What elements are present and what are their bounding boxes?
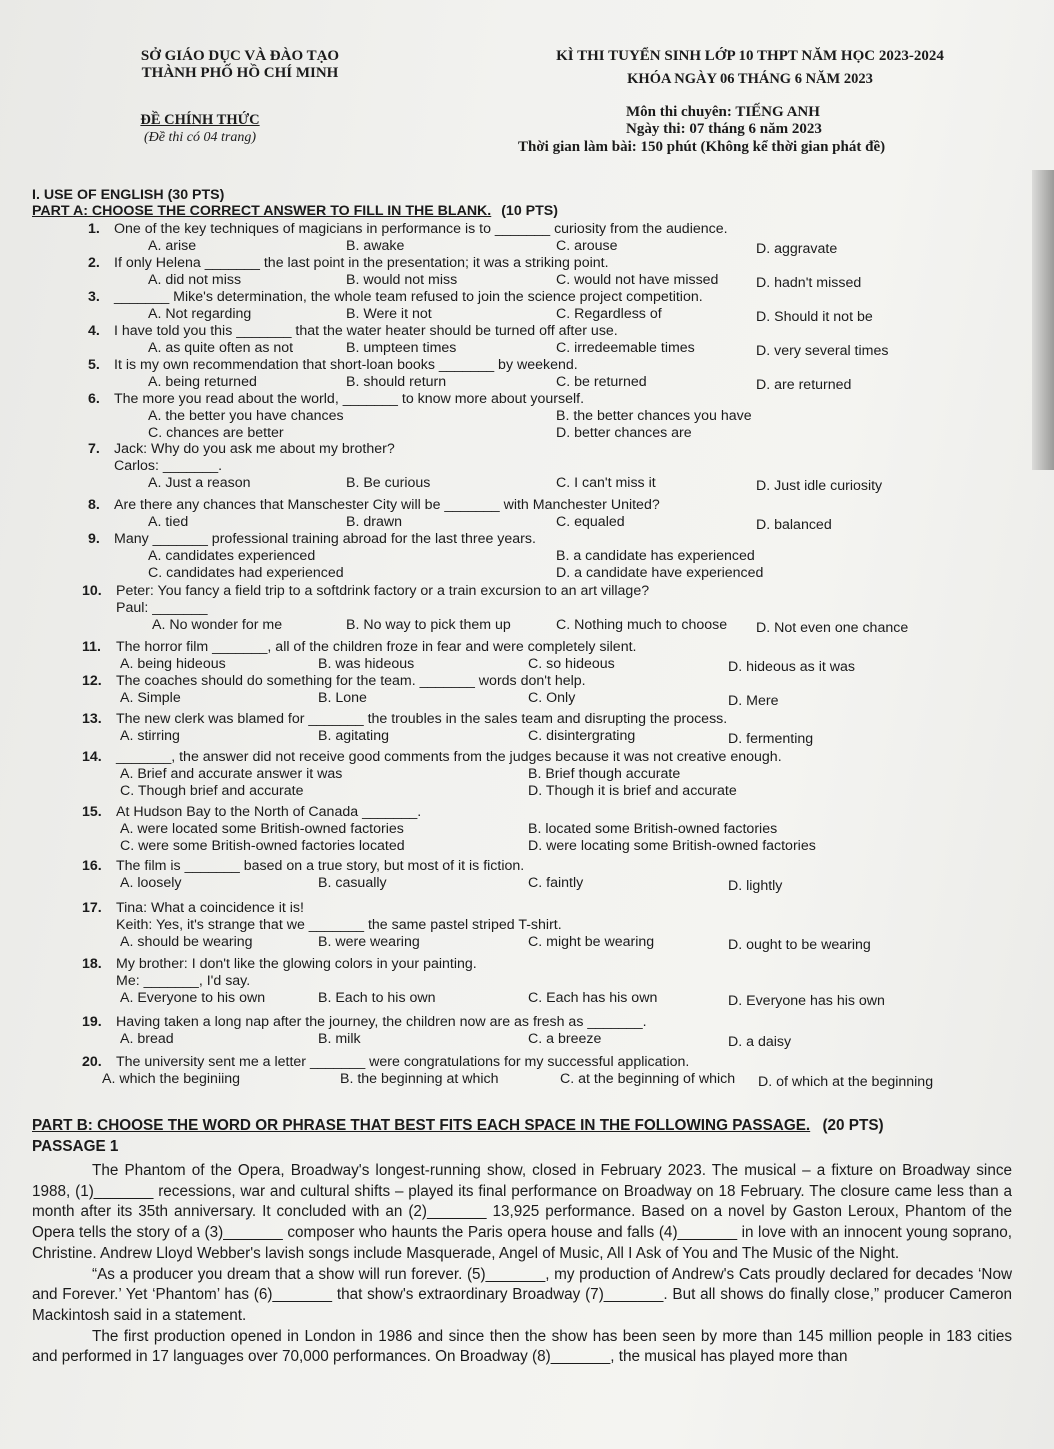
answer-option[interactable]: B. milk	[318, 1031, 361, 1047]
question-stem	[88, 441, 1028, 458]
answer-option[interactable]: C. irredeemable times	[556, 340, 695, 356]
answer-option[interactable]: B. was hideous	[318, 656, 415, 672]
question-stem	[88, 531, 1028, 548]
answer-option[interactable]: C. Nothing much to choose	[556, 617, 728, 633]
answer-option[interactable]: B. Each to his own	[318, 990, 436, 1006]
question-number: 6.	[88, 391, 100, 407]
question-stem	[82, 639, 1022, 656]
answer-option[interactable]: D. very several times	[756, 343, 889, 359]
section-heading: I. USE OF ENGLISH (30 PTS)	[32, 187, 225, 203]
subject-line: Môn thi chuyên: TIẾNG ANH	[626, 104, 820, 120]
exam-name: KÌ THI TUYỂN SINH LỚP 10 THPT NĂM HỌC 2023-2024	[556, 48, 944, 64]
answer-option[interactable]: A. should be wearing	[120, 934, 253, 950]
question-stem	[88, 357, 1028, 374]
answer-option[interactable]: A. as quite often as not	[148, 340, 294, 356]
answer-option[interactable]: D. hadn't missed	[756, 275, 862, 291]
question-text: Peter: You fancy a field trip to a softdrink factory or a train excursion to an art village?	[116, 583, 650, 599]
answer-option[interactable]: A. Just a reason	[148, 475, 251, 491]
question-text: It is my own recommendation that short-loan books _______ by weekend.	[114, 357, 578, 373]
answer-option[interactable]: C. so hideous	[528, 656, 615, 672]
answer-option[interactable]: B. drawn	[346, 514, 402, 530]
answer-option[interactable]: B. umpteen times	[346, 340, 457, 356]
header-left	[90, 48, 390, 82]
answer-option[interactable]: B. agitating	[318, 728, 389, 744]
question-number: 1.	[88, 221, 100, 237]
answer-option[interactable]: D. hideous as it was	[728, 659, 855, 675]
answer-option[interactable]: D. aggravate	[756, 241, 838, 257]
page-edge	[1032, 170, 1054, 470]
question-text: Jack: Why do you ask me about my brother?	[114, 441, 395, 457]
answer-option[interactable]: D. a candidate have experienced	[556, 565, 764, 581]
answer-option[interactable]: B. Lone	[318, 690, 367, 706]
city-name: THÀNH PHỐ HỒ CHÍ MINH	[141, 65, 339, 81]
answer-option[interactable]: D. are returned	[756, 377, 852, 393]
answer-option[interactable]: A. candidates experienced	[148, 548, 316, 564]
question-number: 4.	[88, 323, 100, 339]
question-stem	[82, 711, 1022, 728]
answer-option[interactable]: C. at the beginning of which	[560, 1071, 736, 1087]
answer-option[interactable]: C. might be wearing	[528, 934, 655, 950]
question-text: At Hudson Bay to the North of Canada _______.	[116, 804, 422, 820]
question-number: 15.	[82, 804, 102, 820]
answer-option[interactable]: D. Should it not be	[756, 309, 873, 325]
question-stem	[82, 804, 1022, 821]
answer-option[interactable]: B. should return	[346, 374, 447, 390]
answer-option[interactable]: A. the better you have chances	[148, 408, 344, 424]
answer-option[interactable]: D. balanced	[756, 517, 832, 533]
question-text: The university sent me a letter _______ were congratulations for my successful application.	[116, 1054, 690, 1070]
answer-option[interactable]: B. Were it not	[346, 306, 432, 322]
answer-option[interactable]: D. Mere	[728, 693, 779, 709]
question-text: If only Helena _______ the last point in the presentation; it was a striking point.	[114, 255, 609, 271]
answer-option[interactable]: A. Not regarding	[148, 306, 252, 322]
answer-option[interactable]: D. fermenting	[728, 731, 814, 747]
answer-option[interactable]: B. the beginning at which	[340, 1071, 499, 1087]
answer-option[interactable]: A. Simple	[120, 690, 181, 706]
question-stem	[82, 1014, 1022, 1031]
part-b-title: PART B: CHOOSE THE WORD OR PHRASE THAT BEST FITS EACH SPACE IN THE FOLLOWING PASSAGE.	[32, 1117, 811, 1134]
question-stem	[82, 858, 1022, 875]
question-text: Are there any chances that Manschester City will be _______ with Manchester United?	[114, 497, 660, 513]
answer-option[interactable]: C. would not have missed	[556, 272, 719, 288]
passage-paragraph: The first production opened in London in 1986 and since then the show has been seen by more than 145 million people in 183 cities and performed in 17 languages over 70,000 performances. On Broadway (8)_______, the musical has played more than	[32, 1327, 1012, 1366]
question-number: 5.	[88, 357, 100, 373]
question-number: 3.	[88, 289, 100, 305]
part-b-points: (20 PTS)	[822, 1117, 884, 1134]
header-right	[430, 48, 990, 94]
official-title: ĐỀ CHÍNH THỨC	[140, 112, 260, 128]
answer-option[interactable]: C. Only	[528, 690, 576, 706]
question-text: The more you read about the world, _______ to know more about yourself.	[114, 391, 585, 407]
question-number: 17.	[82, 900, 102, 916]
answer-option[interactable]: C. I can't miss it	[556, 475, 656, 491]
part-a-heading	[32, 203, 558, 219]
question-text: Tina: What a coincidence it is!	[116, 900, 304, 916]
question-number: 7.	[88, 441, 100, 457]
answer-option[interactable]: C. Though brief and accurate	[120, 783, 304, 799]
answer-option[interactable]: A. did not miss	[148, 272, 242, 288]
answer-option[interactable]: C. were some British-owned factories located	[120, 838, 405, 854]
answer-option[interactable]: C. a breeze	[528, 1031, 602, 1047]
question-text: The new clerk was blamed for _______ the troubles in the sales team and disrupting the process.	[116, 711, 728, 727]
answer-option[interactable]: B. would not miss	[346, 272, 458, 288]
question-text: Having taken a long nap after the journey, the children now are as fresh as _______.	[116, 1014, 647, 1030]
answer-option[interactable]: D. Not even one chance	[756, 620, 909, 636]
question-stem	[82, 900, 1022, 917]
question-text-line2: Keith: Yes, it's strange that we _______ the same pastel striped T-shirt.	[116, 917, 562, 933]
question-text: Many _______ professional training abroad for the last three years.	[114, 531, 536, 547]
page-count-note: (Đề thi có 04 trang)	[144, 130, 256, 145]
question-number: 16.	[82, 858, 102, 874]
answer-option[interactable]: D. a daisy	[728, 1034, 792, 1050]
question-number: 9.	[88, 531, 100, 547]
answer-option[interactable]: B. located some British-owned factories	[528, 821, 778, 837]
answer-option[interactable]: B. Brief though accurate	[528, 766, 681, 782]
part-b-heading	[32, 1117, 884, 1135]
answer-option[interactable]: D. Everyone has his own	[728, 993, 885, 1009]
part-a-points: (10 PTS)	[501, 203, 558, 219]
answer-option[interactable]: D. Though it is brief and accurate	[528, 783, 737, 799]
answer-option[interactable]: B. the better chances you have	[556, 408, 752, 424]
question-stem	[88, 323, 1028, 340]
question-stem	[82, 673, 1022, 690]
question-text: My brother: I don't like the glowing colors in your painting.	[116, 956, 477, 972]
question-text-line2: Carlos: _______.	[114, 458, 223, 474]
answer-option[interactable]: A. being hideous	[120, 656, 226, 672]
question-stem	[88, 255, 1028, 272]
answer-option[interactable]: D. better chances are	[556, 425, 692, 441]
question-number: 12.	[82, 673, 102, 689]
answer-option[interactable]: B. Be curious	[346, 475, 431, 491]
question-number: 18.	[82, 956, 102, 972]
answer-option[interactable]: D. were locating some British-owned factories	[528, 838, 816, 854]
answer-option[interactable]: D. of which at the beginning	[758, 1074, 934, 1090]
question-stem	[82, 956, 1022, 973]
time-line: Thời gian làm bài: 150 phút (Không kể thời gian phát đề)	[518, 139, 886, 155]
question-stem	[88, 391, 1028, 408]
official-box	[110, 112, 290, 146]
passage-paragraph: The Phantom of the Opera, Broadway's longest-running show, closed in February 2023. The musical – a fixture on Broadway since 1988, (1)_______ recessions, war and cultural shifts – played its final performance on Broadway on 18 February. The closure came less than a month after its 35th anniversary. It concluded with an (2)_______ 13,925 performance. Based on a novel by Gaston Leroux, Phantom of the Opera tells the story of a (3)_______ composer who haunts the Paris opera house and falls (4)_______ in love with an innocent young soprano, Christine. Andrew Lloyd Webber's lavish songs include Masquerade, Angel of Music, All I Ask of You and The Music of the Night.	[32, 1162, 1012, 1262]
answer-option[interactable]: A. were located some British-owned factories	[120, 821, 404, 837]
exam-session: KHÓA NGÀY 06 THÁNG 6 NĂM 2023	[627, 71, 873, 87]
question-text: I have told you this _______ that the water heater should be turned off after use.	[114, 323, 618, 339]
answer-option[interactable]: B. a candidate has experienced	[556, 548, 755, 564]
question-text: _______, the answer did not receive good comments from the judges because it was not creative enough.	[116, 749, 782, 765]
question-text-line2: Paul: _______	[116, 600, 208, 616]
answer-option[interactable]: D. Just idle curiosity	[756, 478, 883, 494]
part-a-title: PART A: CHOOSE THE CORRECT ANSWER TO FILL IN THE BLANK.	[32, 203, 492, 219]
question-text: The horror film _______, all of the children froze in fear and were completely silent.	[116, 639, 637, 655]
answer-option[interactable]: C. faintly	[528, 875, 584, 891]
answer-option[interactable]: A. Everyone to his own	[120, 990, 266, 1006]
date-line: Ngày thi: 07 tháng 6 năm 2023	[626, 121, 822, 137]
answer-option[interactable]: C. candidates had experienced	[148, 565, 344, 581]
answer-option[interactable]: A. being returned	[148, 374, 257, 390]
question-text: One of the key techniques of magicians in performance is to _______ curiosity from the audience.	[114, 221, 728, 237]
passage-label: PASSAGE 1	[32, 1138, 119, 1155]
question-stem	[82, 1054, 1022, 1071]
question-stem	[88, 289, 1028, 306]
answer-option[interactable]: C. Each has his own	[528, 990, 658, 1006]
answer-option[interactable]: B. awake	[346, 238, 405, 254]
passage-paragraph: “As a producer you dream that a show will run forever. (5)_______, my production of Andrew's Cats proudly declared for decades ‘Now and Forever.’ Yet ‘Phantom’ has (6)_______ that show's extraordinary Broadway (7)_______. But all shows do finally close,” producer Cameron Mackintosh said in a statement.	[32, 1265, 1012, 1324]
answer-option[interactable]: A. tied	[148, 514, 189, 530]
question-number: 2.	[88, 255, 100, 271]
question-number: 13.	[82, 711, 102, 727]
question-number: 8.	[88, 497, 100, 513]
answer-option[interactable]: C. arouse	[556, 238, 618, 254]
answer-option[interactable]: C. chances are better	[148, 425, 284, 441]
answer-option[interactable]: A. bread	[120, 1031, 174, 1047]
answer-option[interactable]: C. be returned	[556, 374, 647, 390]
question-text: The coaches should do something for the team. _______ words don't help.	[116, 673, 586, 689]
answer-option[interactable]: D. lightly	[728, 878, 783, 894]
question-stem	[82, 749, 1022, 766]
answer-option[interactable]: A. loosely	[120, 875, 182, 891]
answer-option[interactable]: A. arise	[148, 238, 197, 254]
question-text: The film is _______ based on a true story, but most of it is fiction.	[116, 858, 525, 874]
answer-option[interactable]: B. were wearing	[318, 934, 420, 950]
question-number: 19.	[82, 1014, 102, 1030]
answer-option[interactable]: A. which the beginiing	[102, 1071, 241, 1087]
answer-option[interactable]: C. equaled	[556, 514, 625, 530]
question-stem	[82, 583, 1022, 600]
passage-text	[32, 1161, 1012, 1368]
question-number: 20.	[82, 1054, 102, 1070]
answer-option[interactable]: A. No wonder for me	[152, 617, 283, 633]
question-number: 14.	[82, 749, 102, 765]
question-number: 10.	[82, 583, 102, 599]
exam-info	[510, 104, 886, 155]
answer-option[interactable]: A. stirring	[120, 728, 180, 744]
question-number: 11.	[82, 639, 101, 655]
answer-option[interactable]: D. ought to be wearing	[728, 937, 871, 953]
department-name: SỞ GIÁO DỤC VÀ ĐÀO TẠO	[140, 48, 340, 64]
question-stem	[88, 221, 1028, 238]
answer-option[interactable]: B. No way to pick them up	[346, 617, 511, 633]
answer-option[interactable]: B. casually	[318, 875, 387, 891]
question-text: _______ Mike's determination, the whole team refused to join the science project competition.	[114, 289, 703, 305]
answer-option[interactable]: C. disintergrating	[528, 728, 636, 744]
answer-option[interactable]: C. Regardless of	[556, 306, 662, 322]
question-text-line2: Me: _______, I'd say.	[116, 973, 251, 989]
answer-option[interactable]: A. Brief and accurate answer it was	[120, 766, 343, 782]
question-stem	[88, 497, 1028, 514]
